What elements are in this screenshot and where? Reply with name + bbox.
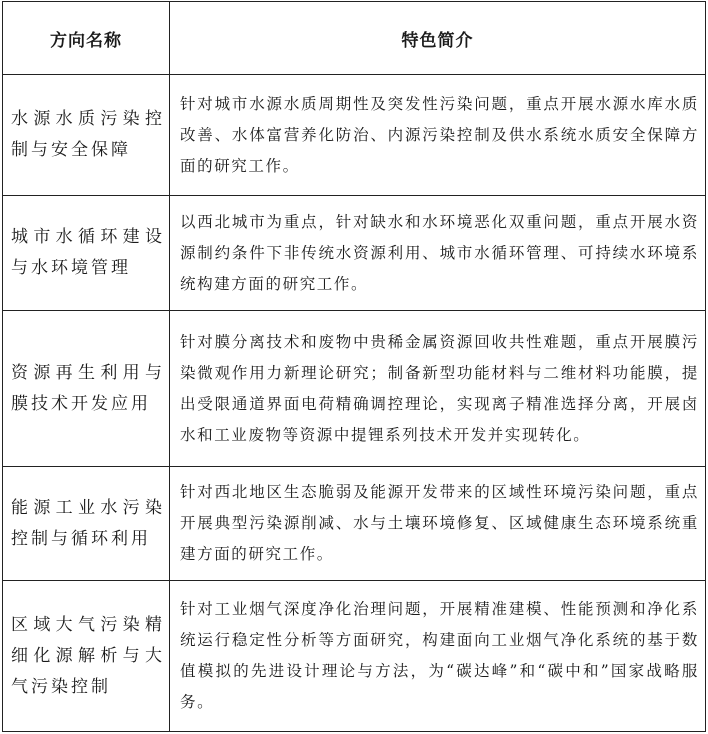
direction-name: 城市水循环建设与水环境管理 [3,196,170,311]
direction-name: 资源再生利用与膜技术开发应用 [3,311,170,467]
direction-name: 区域大气污染精细化源解析与大气污染控制 [3,581,170,732]
table-row [3,75,706,196]
direction-description: 以西北城市为重点，针对缺水和水环境恶化双重问题，重点开展水资源制约条件下非传统水资源利用、城市水循环管理、可持续水环境系统构建方面的研究工作。 [170,196,706,311]
direction-name: 能源工业水污染控制与循环利用 [3,467,170,581]
direction-name: 水源水质污染控制与安全保障 [3,75,170,196]
direction-description: 针对膜分离技术和废物中贵稀金属资源回收共性难题，重点开展膜污染微观作用力新理论研究；制备新型功能材料与二维材料功能膜，提出受限通道界面电荷精确调控理论，实现离子精准选择分离，开展卤水和工业废物等资源中提锂系列技术开发并实现转化。 [170,311,706,467]
table-row [3,196,706,311]
direction-description: 针对工业烟气深度净化治理问题，开展精准建模、性能预测和净化系统运行稳定性分析等方面研究，构建面向工业烟气净化系统的基于数值模拟的先进设计理论与方法，为“碳达峰”和“碳中和”国家战略服务。 [170,581,706,732]
table-row [3,581,706,732]
direction-description: 针对西北地区生态脆弱及能源开发带来的区域性环境污染问题，重点开展典型污染源削减、水与土壤环境修复、区域健康生态环境系统重建方面的研究工作。 [170,467,706,581]
research-directions-table [2,1,706,732]
header-feature-intro: 特色简介 [170,2,706,75]
table-row [3,467,706,581]
table-header-row [3,2,706,75]
header-direction-name: 方向名称 [3,2,170,75]
direction-description: 针对城市水源水质周期性及突发性污染问题，重点开展水源水库水质改善、水体富营养化防治、内源污染控制及供水系统水质安全保障方面的研究工作。 [170,75,706,196]
table-row [3,311,706,467]
